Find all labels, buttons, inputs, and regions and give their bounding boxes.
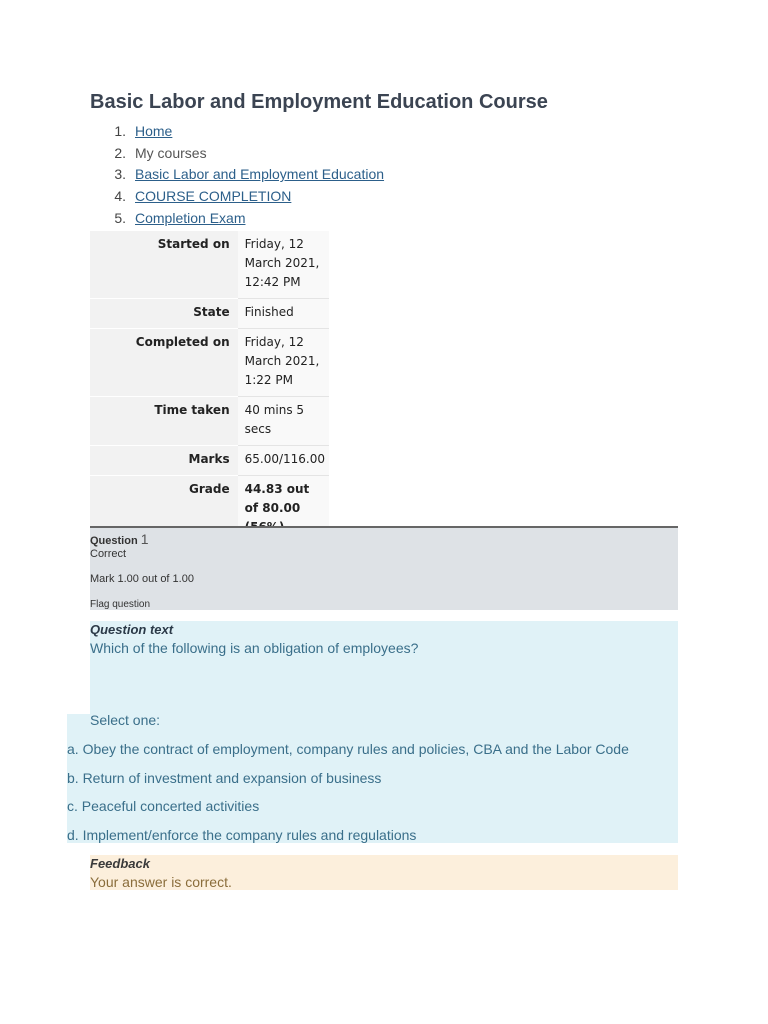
summary-value: Finished: [238, 298, 329, 328]
summary-row-time-taken: [90, 396, 329, 445]
breadcrumb-item-course-completion: [90, 186, 384, 208]
breadcrumb-item-completion-exam: [90, 208, 384, 230]
breadcrumb-link-course-completion[interactable]: COURSE COMPLETION: [135, 188, 292, 205]
feedback-label: Feedback: [90, 856, 150, 871]
summary-label: Marks: [90, 445, 238, 475]
summary-value: Friday, 12 March 2021, 12:42 PM: [238, 231, 329, 299]
breadcrumb-link-completion-exam[interactable]: Completion Exam: [135, 209, 246, 226]
breadcrumb-number: 1.: [114, 123, 126, 139]
summary-label: Grade: [90, 475, 238, 543]
question-info-panel: [90, 526, 678, 610]
breadcrumb: [90, 121, 384, 229]
breadcrumb-link-course[interactable]: Basic Labor and Employment Education: [135, 166, 385, 183]
question-text: Which of the following is an obligation of employees?: [90, 640, 419, 656]
question-text-label: Question text: [90, 622, 174, 637]
summary-value: 65.00/116.00: [238, 445, 329, 475]
summary-value: Friday, 12 March 2021, 1:22 PM: [238, 328, 329, 396]
answer-option-b[interactable]: b. Return of investment and expansion of business: [67, 769, 382, 786]
answer-option-a[interactable]: a. Obey the contract of employment, company rules and policies, CBA and the Labor Code: [67, 741, 629, 757]
breadcrumb-item-home: [90, 121, 384, 143]
summary-row-completed: [90, 328, 329, 396]
page-title: Basic Labor and Employment Education Course: [90, 91, 548, 113]
summary-value: 44.83 out of 80.00: [238, 475, 329, 543]
summary-label: Time taken: [90, 396, 238, 445]
answer-options: [67, 741, 629, 856]
attempt-summary-table: [90, 230, 329, 543]
breadcrumb-number: 5.: [114, 209, 126, 226]
breadcrumb-number: 3.: [114, 166, 126, 183]
breadcrumb-text-my-courses: My courses: [135, 144, 207, 161]
summary-row-marks: [90, 445, 329, 475]
breadcrumb-item-my-courses: [90, 143, 384, 165]
answer-option-d[interactable]: d. Implement/enforce the company rules and regulations: [67, 827, 417, 844]
breadcrumb-number: 4.: [114, 188, 126, 205]
summary-row-started: [90, 231, 329, 299]
summary-label: Started on: [90, 231, 238, 299]
summary-row-state: [90, 298, 329, 328]
question-label: Question: [90, 535, 138, 547]
flag-question-link[interactable]: Flag question: [90, 599, 151, 610]
question-number-value: 1: [140, 531, 149, 547]
summary-label: State: [90, 298, 238, 328]
question-number: [90, 531, 149, 547]
summary-value: 40 mins 5 secs: [238, 396, 329, 445]
question-state: Correct: [90, 548, 127, 560]
feedback-text: Your answer is correct.: [90, 874, 232, 890]
summary-label: Completed on: [90, 328, 238, 396]
answer-option-c[interactable]: c. Peaceful concerted activities: [67, 798, 260, 815]
breadcrumb-link-home[interactable]: Home: [135, 123, 173, 139]
breadcrumb-item-course: [90, 164, 384, 186]
question-mark: Mark 1.00 out of 1.00: [90, 573, 194, 585]
question-text-panel: [90, 621, 678, 714]
breadcrumb-number: 2.: [114, 144, 126, 161]
select-one-prompt: Select one:: [90, 712, 161, 728]
